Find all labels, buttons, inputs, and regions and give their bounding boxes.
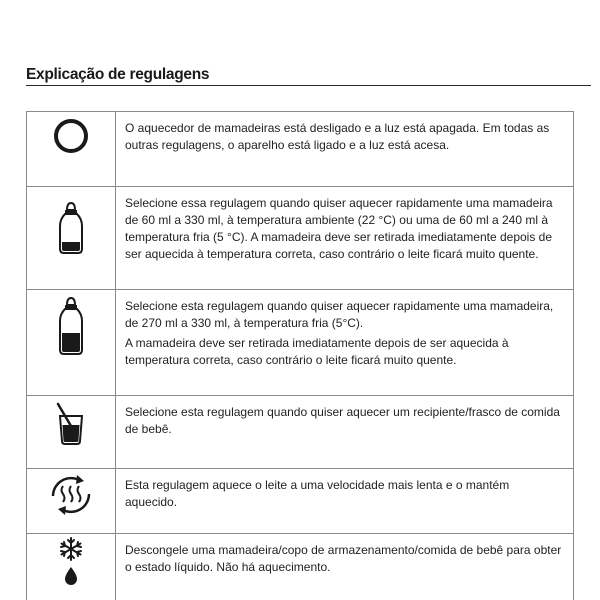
description-text: Selecione esta regulagem quando quiser aquecer um recipiente/frasco de comida de bebê.: [125, 405, 560, 436]
food-jar-icon: [27, 396, 115, 454]
description-cell: [116, 112, 574, 187]
description-cell: [116, 469, 574, 534]
table-row: [27, 187, 574, 290]
heading-underline: [26, 85, 591, 86]
description-text: O aquecedor de mamadeiras está desligado e a luz está apagada. Em todas as outras regulagens, o aparelho está ligado e a luz está acesa.: [125, 121, 550, 152]
settings-table: [26, 111, 574, 600]
description-cell: [116, 534, 574, 600]
keep-warm-icon: [27, 469, 115, 521]
section-heading: Explicação de regulagens: [26, 66, 210, 83]
description-text: Descongele uma mamadeira/copo de armazenamento/comida de bebê para obter o estado líquido. Não há aquecimento.: [125, 543, 562, 574]
large-bottle-icon: [27, 290, 115, 380]
icon-cell: [27, 290, 116, 396]
icon-cell: [27, 396, 116, 469]
defrost-icon: [27, 534, 115, 590]
icon-cell: [27, 534, 116, 600]
description-cell: [116, 396, 574, 469]
icon-cell: [27, 187, 116, 290]
description-cell: [116, 290, 574, 396]
icon-cell: [27, 469, 116, 534]
table-row: [27, 290, 574, 396]
table-row: [27, 469, 574, 534]
table-row: [27, 396, 574, 469]
small-bottle-icon: [27, 187, 115, 275]
icon-cell: [27, 112, 116, 187]
power-off-circle-icon: [27, 112, 115, 172]
table-row: [27, 112, 574, 187]
description-text: Selecione esta regulagem quando quiser aquecer rapidamente uma mamadeira, de 270 ml a 330 ml, à temperatura fria (5°C).: [125, 299, 554, 330]
table-row: [27, 534, 574, 600]
description-text: A mamadeira deve ser retirada imediatamente depois de ser aquecida à temperatura correta, caso contrário o leite ficará muito quente.: [125, 336, 509, 367]
description-text: Selecione essa regulagem quando quiser aquecer rapidamente uma mamadeira de 60 ml a 330 ml, à temperatura ambiente (22 °C) ou uma de 60 ml a 240 ml à temperatura fria (5 °C). A mamadeira deve ser retirada imediatamente depois de ser aquecida à temperatura correta, caso contrário o leite ficará muito quente.: [125, 196, 553, 261]
description-cell: [116, 187, 574, 290]
description-text: Esta regulagem aquece o leite a uma velocidade mais lenta e o mantém aquecido.: [125, 478, 510, 509]
